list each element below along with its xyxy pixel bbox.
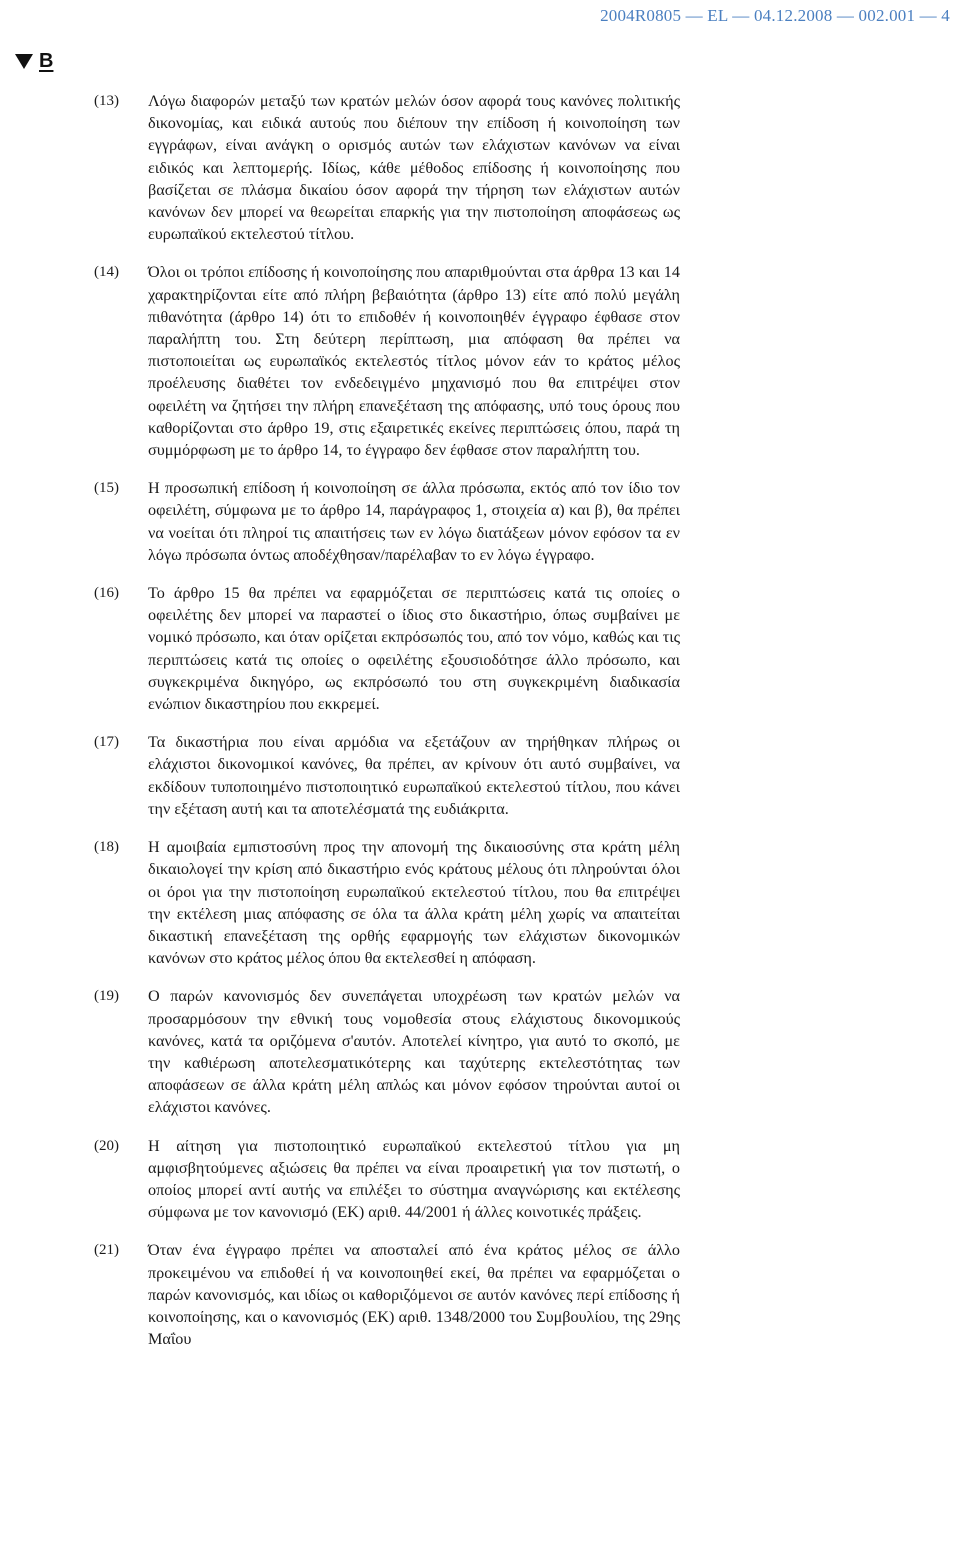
recital-16 — [0, 582, 960, 715]
recital-number: (19) — [94, 988, 119, 1005]
recital-text: Η αμοιβαία εμπιστοσύνη προς την απονομή της δικαιοσύνης στα κράτη μέλη δικαιολογεί την κρίση από δικαστήριο ενός κράτους μέλους ότι πληρούνται όλοι οι όροι για την πιστοποίηση ευρωπαϊκού εκτελεστού τίτλου, που θα επιτρέψει την εκτέλεση μιας απόφασης σε όλα τα άλλα κράτη μέλη χωρίς να απαιτείται δικαστική επανεξέταση της ορθής εφαρμογής των ελάχιστων δικονομικών κανόνων στο κράτος μέλος όπου θα εκτελεσθεί η απόφαση. — [148, 838, 680, 968]
recital-text: Η προσωπική επίδοση ή κοινοποίηση σε άλλα πρόσωπα, εκτός από τον ίδιο τον οφειλέτη, σύμφωνα με το άρθρο 14, παράγραφος 1, στοιχεία α) και β), θα πρέπει να νοείται ότι πληροί τις απαιτήσεις των εν λόγω διατάξεων μόνον εφόσον τα εν λόγω πρόσωπα όντως αποδέχθησαν/παρέλαβαν το εν λόγω έγγραφο. — [148, 479, 680, 564]
recital-number: (14) — [94, 264, 119, 281]
recital-number: (18) — [94, 839, 119, 856]
recital-number: (20) — [94, 1137, 119, 1154]
recital-14 — [0, 261, 960, 461]
recital-text: Λόγω διαφορών μεταξύ των κρατών μελών όσον αφορά τους κανόνες πολιτικής δικονομίας, και ειδικά αυτούς που διέπουν την επίδοση ή κοινοποίηση των εγγράφων, είναι ανάγκη ο ορισμός αυτών των ελάχιστων κανόνων να είναι ειδικός και λεπτομερής. Ιδίως, κάθε μέθοδος επίδοσης ή κοινοποίησης που βασίζεται σε πλάσμα δικαίου όσον αφορά την τήρηση των ελάχιστων αυτών κανόνων δεν μπορεί να θεωρείται επαρκής για την πιστοποίηση αποφάσεως ως ευρωπαϊκού εκτελεστού τίτλου. — [148, 92, 680, 244]
document-reference-header: 2004R0805 — EL — 04.12.2008 — 002.001 — 4 — [600, 6, 950, 25]
recital-17 — [0, 731, 960, 820]
recital-text: Ο παρών κανονισμός δεν συνεπάγεται υποχρέωση των κρατών μελών να προσαρμόσουν την εθνική τους νομοθεσία στους ελάχιστους δικονομικούς κανόνες, κατά τα οριζόμενα σ'αυτόν. Αποτελεί κίνητρο, για αυτό το σκοπό, με την καθιέρωση αποτελεσματικότερης και ταχύτερης εκτελεστότητας των αποφάσεων σε άλλα κράτη μέλη απλώς και μόνον εφόσον τηρούνται αυτοί οι ελάχιστοι κανόνες. — [148, 987, 680, 1117]
recital-19 — [0, 985, 960, 1118]
recital-number: (21) — [94, 1242, 119, 1259]
recital-text: Όλοι οι τρόποι επίδοσης ή κοινοποίησης που απαριθμούνται στα άρθρα 13 και 14 χαρακτηρίζονται είτε από πλήρη βεβαιότητα (άρθρο 13) είτε από πολύ μεγάλη πιθανότητα (άρθρο 14) ότι το επιδοθέν ή κοινοποιηθέν έγγραφο έφθασε στον παραλήπτη του. Στη δεύτερη περίπτωση, μια απόφαση θα πρέπει να πιστοποιείται ως ευρωπαϊκός εκτελεστός τίτλος μόνον εάν το κράτος μέλος προέλευσης διαθέτει τον ενδεδειγμένο μηχανισμό που θα επιτρέψει στον οφειλέτη να ζητήσει την πλήρη επανεξέταση της απόφασης, υπό τους όρους που καθορίζονται στο άρθρο 19, στις εξαιρετικές εκείνες περιπτώσεις όπου, παρά τη συμμόρφωση με το άρθρο 14, το έγγραφο δεν έφθασε στον παραλήπτη του. — [148, 263, 680, 460]
recital-number: (13) — [94, 93, 119, 109]
recital-21 — [0, 1239, 960, 1350]
recital-13 — [0, 90, 960, 245]
recital-number: (17) — [94, 734, 119, 751]
recitals-list — [0, 90, 960, 1366]
recital-text: Όταν ένα έγγραφο πρέπει να αποσταλεί από ένα κράτος μέλος σε άλλο προκειμένου να επιδοθεί ή να κοινοποιηθεί εκεί, θα πρέπει να εφαρμόζεται ο παρών κανονισμός, και ιδίως οι καθοριζόμενοι σε αυτόν κανόνες περί επίδοσης ή κοινοποίησης, και ο κανονισμός (ΕΚ) αριθ. 1348/2000 του Συμβουλίου, της 29ης Μαΐου — [148, 1241, 680, 1349]
amendment-marker-label: B — [39, 50, 54, 72]
recital-15 — [0, 477, 960, 566]
triangle-down-icon — [15, 54, 33, 69]
recital-number: (15) — [94, 480, 119, 497]
recital-text: Το άρθρο 15 θα πρέπει να εφαρμόζεται σε περιπτώσεις κατά τις οποίες ο οφειλέτης δεν μπορεί να παραστεί ο ίδιος στο δικαστήριο, όπως συμβαίνει με νομικό πρόσωπο, και όταν ορίζεται εκπρόσωπός του, από τον νόμο, καθώς και τις περιπτώσεις κατά τις οποίες ο οφειλέτης εξουσιοδότησε άλλο πρόσωπο, και συγκεκριμένα δικηγόρο, ως εκπρόσωπό του στη συγκεκριμένη διαδικασία ενώπιον δικαστηρίου που εκκρεμεί. — [148, 584, 680, 714]
recital-18 — [0, 836, 960, 969]
recital-number: (16) — [94, 585, 119, 602]
recital-text: Η αίτηση για πιστοποιητικό ευρωπαϊκού εκτελεστού τίτλου για μη αμφισβητούμενες αξιώσεις θα πρέπει να είναι προαιρετική για τον πιστωτή, ο οποίος μπορεί αντί αυτής να επιλέξει το σύστημα αναγνώρισης και εκτέλεσης σύμφωνα με τον κανονισμό (ΕΚ) αριθ. 44/2001 ή άλλες κοινοτικές πράξεις. — [148, 1136, 680, 1222]
recital-text: Τα δικαστήρια που είναι αρμόδια να εξετάζουν αν τηρήθηκαν πλήρως οι ελάχιστοι δικονομικοί κανόνες, θα πρέπει, αν κρίνουν ότι αυτό συμβαίνει, να εκδίδουν τυποποιημένο πιστοποιητικό ευρωπαϊκού εκτελεστού τίτλου, που κάνει την εξέταση αυτή και τα αποτελέσματά της ευδιάκριτα. — [148, 733, 680, 818]
recital-20 — [0, 1135, 960, 1224]
amendment-marker — [15, 50, 53, 73]
